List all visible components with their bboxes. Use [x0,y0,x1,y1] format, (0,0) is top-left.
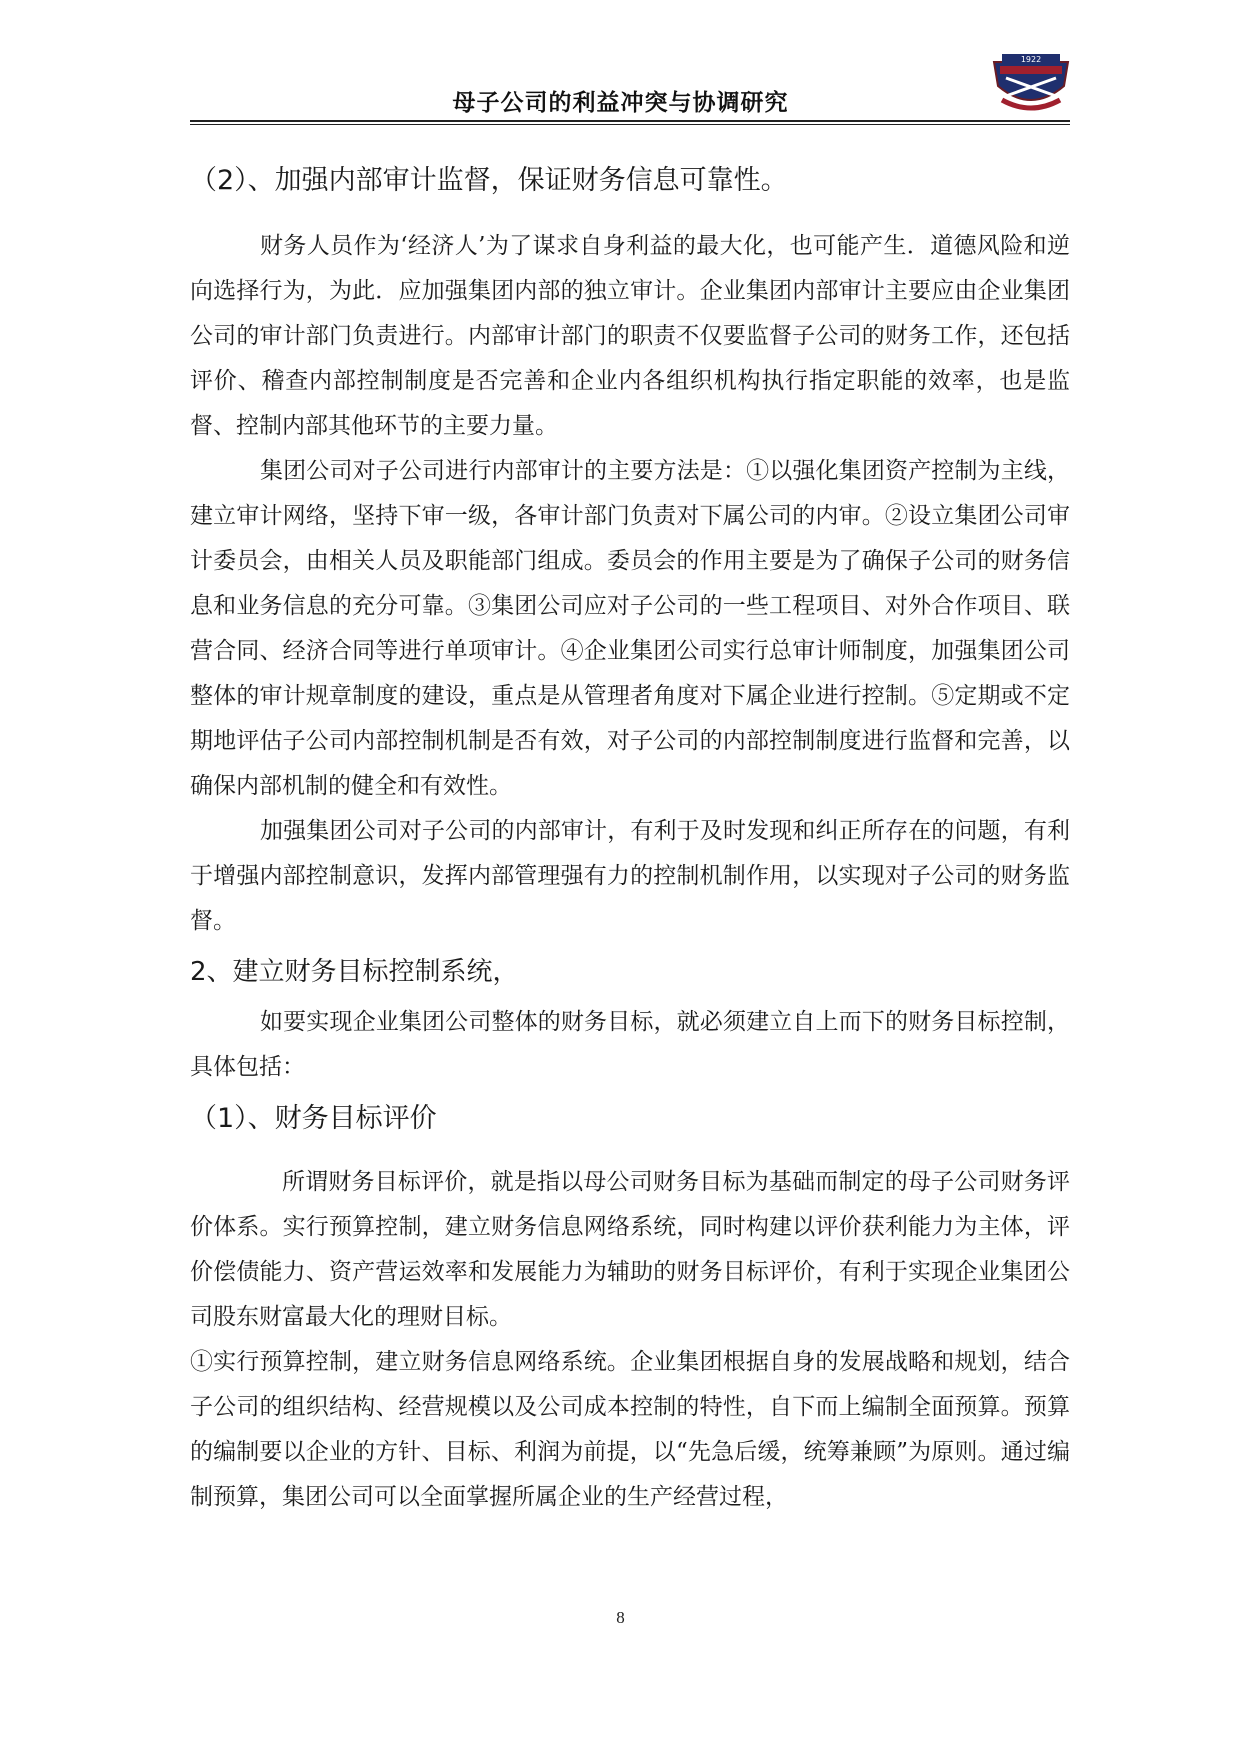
paragraph: 如要实现企业集团公司整体的财务目标，就必须建立自上而下的财务目标控制，具体包括： [190,1009,1070,1080]
paragraph: 财务人员作为‘经济人’为了谋求自身利益的最大化，也可能产生．道德风险和逆向选择行为，为此．应加强集团内部的独立审计。企业集团内部审计主要应由企业集团公司的审计部门负责进行。内部审计部门的职责不仅要监督子公司的财务工作，还包括评价、稽查内部控制制度是否完善和企业内各组织机构执行指定职能的效率，也是监督、控制内部其他环节的主要力量。 [190,233,1070,439]
running-header-title: 母子公司的利益冲突与协调研究 [452,90,789,116]
section-heading-financial-target-control: 2、建立财务目标控制系统， [190,957,519,987]
paragraph: 所谓财务目标评价，就是指以母公司财务目标为基础而制定的母子公司财务评价体系。实行预算控制，建立财务信息网络系统，同时构建以评价获利能力为主体，评价偿债能力、资产营运效率和发展能力为辅助的财务目标评价，有利于实现企业集团公司股东财富最大化的理财目标。 [190,1169,1070,1330]
header-divider-thin [190,124,1070,125]
paragraph: 加强集团公司对子公司的内部审计，有利于及时发现和纠正所存在的问题，有利于增强内部控制意识，发挥内部管理强有力的控制机制作用，以实现对子公司的财务监督。 [190,818,1070,934]
paragraph: ①实行预算控制，建立财务信息网络系统。企业集团根据自身的发展战略和规划，结合子公司的组织结构、经营规模以及公司成本控制的特性，自下而上编制全面预算。预算的编制要以企业的方针、目标、利润为前提，以“先急后缓，统筹兼顾”为原则。通过编制预算，集团公司可以全面掌握所属企业的生产经营过程， [190,1349,1070,1510]
paragraph: 集团公司对子公司进行内部审计的主要方法是：①以强化集团资产控制为主线，建立审计网络，坚持下审一级，各审计部门负责对下属公司的内审。②设立集团公司审计委员会，由相关人员及职能部门组成。委员会的作用主要是为了确保子公司的财务信息和业务信息的充分可靠。③集团公司应对子公司的一些工程项目、对外合作项目、联营合同、经济合同等进行单项审计。④企业集团公司实行总审计师制度，加强集团公司整体的审计规章制度的建设，重点是从管理者角度对下属企业进行控制。⑤定期或不定期地评估子公司内部控制机制是否有效，对子公司的内部控制制度进行监督和完善，以确保内部机制的健全和有效性。 [190,458,1070,799]
main-body [190,152,1070,1520]
logo-year-text: 1922 [1020,55,1042,64]
subheading-internal-audit: （2）、加强内部审计监督，保证财务信息可靠性。 [190,165,788,196]
subheading-financial-target-evaluation: （1）、财务目标评价 [190,1103,437,1134]
page-number: 8 [616,1608,625,1627]
university-crest-logo [988,52,1074,116]
header-divider [190,120,1070,122]
